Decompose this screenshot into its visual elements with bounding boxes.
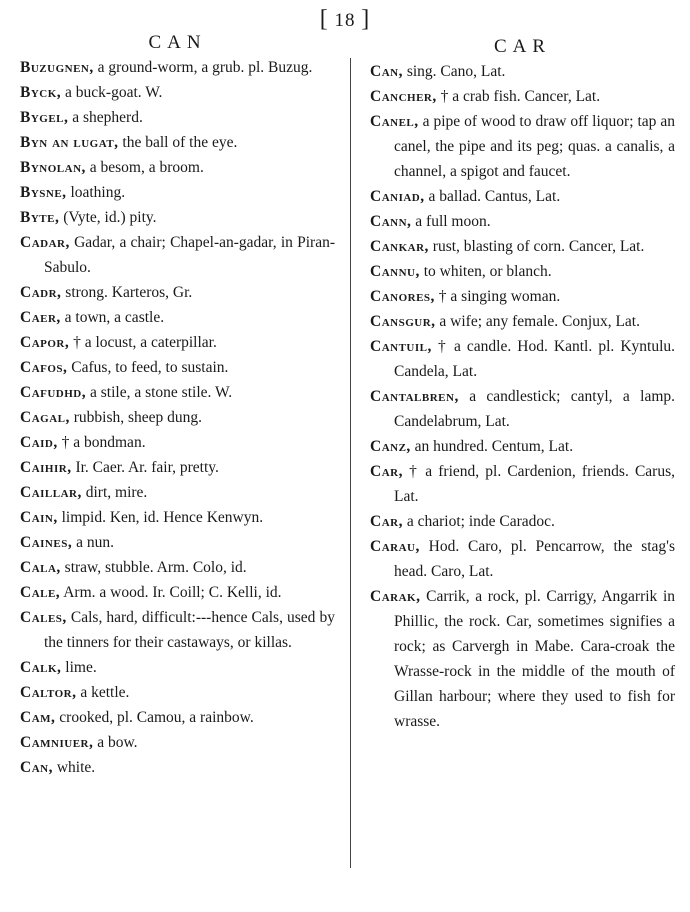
open-bracket: [ [319,6,329,32]
column-divider [350,58,351,868]
dictionary-entry [20,55,335,80]
entry-headword: Canores, [370,288,435,305]
left-entry-list [20,55,335,780]
dictionary-entry [370,259,675,284]
entry-headword: Bysne, [20,184,67,201]
entry-definition: Ir. Caer. Ar. fair, pretty. [75,459,219,476]
dictionary-entry [370,209,675,234]
entry-headword: Cantalbren, [370,388,459,405]
entry-headword: Cadr, [20,284,62,301]
dictionary-entry [370,584,675,734]
dictionary-entry [20,755,335,780]
entry-headword: Cagal, [20,409,70,426]
entry-definition: † a friend, pl. Cardenion, friends. Carus, Lat. [394,463,676,505]
entry-definition: a besom, a broom. [89,159,204,176]
entry-definition: a buck-goat. W. [65,84,163,101]
entry-definition: a candlestick; cantyl, a lamp. Candelabrum, Lat. [394,388,675,430]
entry-definition: a full moon. [415,213,491,230]
entry-headword: Car, [370,513,403,530]
entry-headword: Car, [370,463,403,480]
entry-definition: † a candle. Hod. Kantl. pl. Kyntulu. Candela, Lat. [394,338,675,380]
entry-headword: Caihir, [20,459,72,476]
dictionary-entry [370,84,675,109]
entry-headword: Byn an lugat, [20,134,119,151]
dictionary-entry [20,330,335,355]
entry-headword: Capor, [20,334,70,351]
entry-headword: Byck, [20,84,62,101]
dictionary-entry [20,80,335,105]
dictionary-entry [370,384,675,434]
right-entry-list [370,59,675,734]
entry-headword: Cannu, [370,263,420,280]
dictionary-entry [370,434,675,459]
entry-headword: Canz, [370,438,411,455]
dictionary-entry [20,680,335,705]
entry-definition: strong. Karteros, Gr. [65,284,193,301]
entry-headword: Carau, [370,538,420,555]
entry-headword: Cam, [20,709,56,726]
entry-definition: a kettle. [80,684,130,701]
dictionary-entry [20,605,335,655]
entry-definition: dirt, mire. [85,484,148,501]
entry-headword: Cale, [20,584,61,601]
entry-definition: Cafus, to feed, to sustain. [71,359,229,376]
dictionary-entry [20,480,335,505]
dictionary-entry [20,730,335,755]
entry-definition: a bow. [97,734,138,751]
entry-definition: a pipe of wood to draw off liquor; tap an canel, the pipe and its peg; quas. a canalis, a channel, a spigot and faucet. [394,113,676,180]
entry-definition: † a crab fish. Cancer, Lat. [440,88,601,105]
entry-headword: Cadar, [20,234,70,251]
entry-definition: the ball of the eye. [122,134,238,151]
entry-definition: † a bondman. [61,434,146,451]
entry-definition: a chariot; inde Caradoc. [406,513,555,530]
entry-headword: Canel, [370,113,419,130]
entry-headword: Caniad, [370,188,425,205]
entry-definition: † a locust, a caterpillar. [73,334,217,351]
entry-headword: Byte, [20,209,60,226]
dictionary-entry [20,455,335,480]
entry-headword: Buzugnen, [20,59,94,76]
dictionary-entry [370,334,675,384]
entry-headword: Cankar, [370,238,429,255]
entry-definition: a shepherd. [72,109,143,126]
entry-headword: Cala, [20,559,61,576]
dictionary-entry [20,555,335,580]
dictionary-entry [20,505,335,530]
entry-definition: white. [56,759,96,776]
dictionary-entry [20,705,335,730]
dictionary-entry [20,305,335,330]
dictionary-entry [370,509,675,534]
entry-headword: Bynolan, [20,159,86,176]
dictionary-entry [20,405,335,430]
dictionary-entry [370,184,675,209]
dictionary-entry [20,655,335,680]
entry-headword: Cann, [370,213,412,230]
entry-headword: Cansgur, [370,313,436,330]
dictionary-entry [370,59,675,84]
dictionary-entry [20,530,335,555]
entry-definition: Gadar, a chair; Chapel-an-gadar, in Piran-Sabulo. [44,234,335,276]
dictionary-entry [20,180,335,205]
dictionary-entry [370,234,675,259]
dictionary-entry [370,309,675,334]
entry-definition: a town, a castle. [64,309,165,326]
dictionary-entry [20,205,335,230]
entry-definition: Cals, hard, difficult:---hence Cals, used by the tinners for their castaways, or killas. [44,609,335,651]
entry-definition: a stile, a stone stile. W. [90,384,233,401]
page-number-value: 18 [334,10,356,31]
entry-headword: Caer, [20,309,61,326]
entry-headword: Cales, [20,609,67,626]
entry-definition: a ground-worm, a grub. pl. Buzug. [97,59,313,76]
entry-definition: limpid. Ken, id. Hence Kenwyn. [61,509,264,526]
dictionary-entry [20,105,335,130]
right-column [370,30,675,734]
dictionary-entry [20,355,335,380]
entry-definition: crooked, pl. Camou, a rainbow. [59,709,254,726]
close-bracket: ] [361,6,371,32]
entry-definition: a ballad. Cantus, Lat. [428,188,561,205]
dictionary-entry [370,534,675,584]
page-number [0,6,690,33]
entry-definition: loathing. [70,184,126,201]
dictionary-entry [20,130,335,155]
dictionary-entry [20,580,335,605]
entry-definition: sing. Cano, Lat. [406,63,506,80]
entry-headword: Cain, [20,509,58,526]
entry-headword: Caltor, [20,684,77,701]
entry-definition: a wife; any female. Conjux, Lat. [439,313,640,330]
entry-headword: Cafudhd, [20,384,87,401]
left-column-heading: CAN [148,32,207,53]
entry-definition: lime. [65,659,97,676]
dictionary-entry [20,280,335,305]
entry-headword: Carak, [370,588,421,605]
entry-headword: Calk, [20,659,62,676]
entry-definition: straw, stubble. Arm. Colo, id. [64,559,247,576]
entry-headword: Bygel, [20,109,69,126]
dictionary-entry [20,155,335,180]
entry-definition: to whiten, or blanch. [423,263,552,280]
entry-definition: (Vyte, id.) pity. [63,209,157,226]
entry-headword: Caines, [20,534,73,551]
entry-headword: Can, [370,63,403,80]
right-column-heading: CAR [493,36,552,57]
entry-headword: Cafos, [20,359,68,376]
entry-definition: Arm. a wood. Ir. Coill; C. Kelli, id. [63,584,282,601]
entry-headword: Camniuer, [20,734,94,751]
entry-headword: Cantuil, [370,338,432,355]
entry-headword: Can, [20,759,53,776]
dictionary-entry [370,284,675,309]
dictionary-entry [20,380,335,405]
entry-definition: rubbish, sheep dung. [73,409,203,426]
entry-headword: Cancher, [370,88,437,105]
dictionary-entry [370,109,675,184]
entry-definition: Hod. Caro, pl. Pencarrow, the stag's head. Caro, Lat. [394,538,675,580]
entry-headword: Caillar, [20,484,82,501]
entry-headword: Caid, [20,434,58,451]
entry-definition: an hundred. Centum, Lat. [414,438,574,455]
dictionary-entry [20,230,335,280]
entry-definition: a nun. [76,534,114,551]
entry-definition: † a singing woman. [438,288,561,305]
entry-definition: Carrik, a rock, pl. Carrigy, Angarrik in Phillic, the rock. Car, sometimes signifies a rock; as Carvergh in Mabe. Cara-croak the Wrasse-rock in the middle of the mouth of Gillan harbour; where they used to fish for wrasse. [394,588,675,730]
dictionary-entry [20,430,335,455]
entry-definition: rust, blasting of corn. Cancer, Lat. [432,238,645,255]
dictionary-entry [370,459,675,509]
left-column [20,30,335,780]
